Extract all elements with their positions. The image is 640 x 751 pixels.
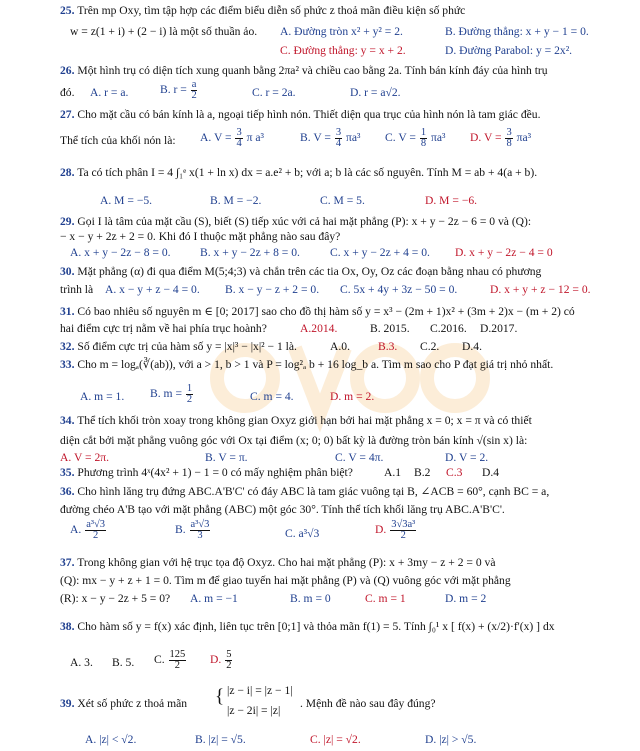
q36-b-fraction (190, 520, 211, 541)
q27-d-num: 3 (506, 127, 512, 138)
q26-option-c[interactable]: C. r = 2a. (252, 86, 296, 99)
q28-number: 28. (60, 166, 75, 179)
q38-option-d[interactable] (210, 650, 233, 671)
q27-a-label: A. V = (200, 131, 232, 145)
q38-d-fraction (225, 650, 232, 671)
q34-option-a[interactable] (60, 451, 109, 465)
q38-d-label: D. (210, 653, 222, 667)
q33-option-c[interactable]: C. m = 4. (250, 390, 294, 403)
q34-stem2: diện cắt bởi mặt phẳng vuông góc với Ox tại điểm (x; 0; 0) bất kỳ là đường tròn bán kính √(sin x) là: (60, 434, 528, 447)
q32-option-b-text: B.3. (378, 340, 398, 353)
q30-stem: Mặt phẳng (α) đi qua điểm M(5;4;3) và chắn trên các tia Ox, Oy, Oz các đoạn bằng nhau có phương (77, 265, 542, 278)
q32-option-d[interactable]: D.4. (462, 340, 482, 353)
q31-option-b[interactable]: B. 2015. (370, 322, 410, 335)
q38-d-num: 5 (226, 649, 232, 660)
q33-number: 33. (60, 358, 75, 371)
q29-number: 29. (60, 215, 75, 228)
q32-option-c[interactable]: C.2. (420, 340, 440, 353)
q26-number: 26. (60, 64, 75, 77)
q39-option-c-text: C. |z| = √2. (310, 733, 361, 746)
q28-option-d[interactable] (425, 194, 477, 208)
q35-option-a[interactable]: A.1 (384, 466, 402, 479)
q26-option-d[interactable]: D. r = a√2. (350, 86, 401, 99)
q27-c-num: 1 (420, 127, 427, 138)
q30-option-a[interactable]: A. x − y + z − 4 = 0. (105, 283, 200, 296)
q27-stem: Cho mặt cầu có bán kính là a, ngoại tiếp hình nón. Thiết diện qua trục của hình nón là tam giác đều. (77, 108, 541, 121)
q34-option-d[interactable]: D. V = 2. (445, 451, 489, 464)
q39-option-a[interactable]: A. |z| < √2. (85, 733, 137, 746)
q38-option-c[interactable] (154, 650, 187, 671)
q33-option-d-text: D. m = 2. (330, 390, 375, 403)
q36-option-d[interactable] (375, 520, 417, 541)
q36-b-num: a³√3 (190, 519, 210, 530)
q38-c-label: C. (154, 653, 165, 667)
q36-stem-line (60, 485, 632, 499)
q30-number: 30. (60, 265, 75, 278)
q39-tail: . Mệnh đề nào sau đây đúng? (300, 697, 436, 710)
q38-c-den: 2 (174, 660, 181, 671)
q29-stem2: − x − y + 2z + 2 = 0. Khi đó I thuộc mặt phẳng nào sau đây? (60, 230, 341, 243)
q36-d-num: 3√3a³ (391, 519, 416, 530)
q32-stem: Số điểm cực trị của hàm số y = |x|³ − |x|² − 1 là. (77, 340, 297, 353)
q36-a-fraction (85, 520, 106, 541)
q33-option-a[interactable]: A. m = 1. (80, 390, 125, 403)
q38-d-den: 2 (226, 660, 232, 671)
q35-option-b[interactable]: B.2 (414, 466, 431, 479)
q36-option-a[interactable] (70, 520, 107, 541)
q27-option-d[interactable] (470, 128, 531, 149)
q34-number: 34. (60, 414, 75, 427)
q33-option-d[interactable] (330, 390, 374, 404)
q27-d-post: πa³ (516, 131, 532, 145)
q27-c-fraction (420, 128, 427, 149)
q27-c-label: C. V = (385, 131, 416, 145)
q36-a-label: A. (70, 523, 82, 537)
q36-number: 36. (60, 485, 75, 498)
q33-b-num: 1 (186, 383, 193, 394)
q27-b-fraction (335, 128, 342, 149)
q30-option-d-text: D. x + y + z − 12 = 0. (490, 283, 591, 296)
q27-a-den: 4 (236, 138, 242, 149)
q25-option-c[interactable] (280, 44, 406, 58)
q25-stem-line (60, 4, 632, 18)
q26-option-b-fraction (191, 80, 198, 101)
q36-stem: Cho hình lăng trụ đứng ABC.A'B'C' có đáy ABC là tam giác vuông tại B, ∠ACB = 60°, cạnh BC = a, (77, 485, 550, 498)
q39-system-brace: { (215, 686, 225, 707)
q38-c-num: 125 (169, 649, 186, 660)
q38-option-b[interactable]: B. 5. (112, 656, 135, 669)
q38-stem: Cho hàm số y = f(x) xác định, liên tục trên [0;1] và thỏa mãn f(1) = 5. Tính ∫₀¹ x [ f(x) + (x/2)·f'(x) ] dx (77, 620, 555, 633)
q33-option-b[interactable] (150, 384, 194, 405)
q30-option-d[interactable] (490, 283, 591, 297)
q27-d-den: 8 (506, 138, 512, 149)
q38-c-fraction (169, 650, 187, 671)
q36-b-den: 3 (197, 530, 203, 541)
q38-stem-line (60, 620, 632, 634)
q33-stem: Cho m = logₐ(∛(ab)), với a > 1, b > 1 và P = log²ₐ b + 16 log_b a. Tìm m sao cho P đạt giá trị nhỏ nhất. (77, 358, 554, 371)
q39-option-b[interactable]: B. |z| = √5. (195, 733, 246, 746)
q36-stem2: đường chéo A'B tạo với mặt phẳng (ABC) một góc 30°. Tính thể tích khối lăng trụ ABC.A'B'C'. (60, 503, 505, 516)
q28-option-d-text: D. M = −6. (425, 194, 478, 207)
q37-option-c[interactable] (365, 592, 406, 606)
q28-stem-line (60, 166, 632, 180)
q29-stem-line (60, 215, 632, 229)
q36-a-den: 2 (92, 530, 99, 541)
q27-b-label: B. V = (300, 131, 331, 145)
q25-option-a[interactable]: A. Đường tròn x² + y² = 2. (280, 25, 403, 38)
q37-stem2: (Q): mx − y + z + 1 = 0. Tìm m để giao tuyến hai mặt phẳng (P) và (Q) vuông góc với mặt phẳng (60, 574, 511, 587)
q37-stem-line (60, 556, 632, 570)
q35-stem-line (60, 466, 632, 480)
q34-stem: Thể tích khối tròn xoay trong không gian Oxyz giới hạn bởi hai mặt phẳng x = 0; x = π và có thiết (77, 414, 532, 427)
q26-stem: Một hình trụ có diện tích xung quanh bằng 2πa² và chiều cao bằng 2a. Tính bán kính đáy của hình trụ (77, 64, 548, 77)
q34-option-b[interactable]: B. V = π. (205, 451, 248, 464)
q39-sys-line2: |z − 2i| = |z| (227, 704, 281, 717)
q34-option-c[interactable]: C. V = 4π. (335, 451, 384, 464)
q34-stem-line (60, 414, 632, 428)
q27-d-fraction (505, 128, 512, 149)
q36-d-label: D. (375, 523, 387, 537)
q28-stem: Ta có tích phân I = 4 ∫₁ᵉ x(1 + ln x) dx = a.e² + b; với a; b là các số nguyên. Tính M = ab + 4(a + b). (77, 166, 538, 179)
q27-option-a[interactable] (200, 128, 264, 149)
q27-number: 27. (60, 108, 75, 121)
q35-number: 35. (60, 466, 75, 479)
q30-option-b[interactable]: B. x − y − z + 2 = 0. (225, 283, 320, 296)
q27-option-b[interactable] (300, 128, 360, 149)
q27-b-post: πa³ (345, 131, 361, 145)
q31-stem2: hai điểm cực trị nằm về hai phía trục hoành? (60, 322, 267, 335)
q26-stem-line (60, 64, 632, 78)
q27-c-post: πa³ (430, 131, 446, 145)
q28-option-c[interactable]: C. M = 5. (320, 194, 365, 207)
q32-number: 32. (60, 340, 75, 353)
q29-option-a[interactable]: A. x + y − 2z − 8 = 0. (70, 246, 171, 259)
q29-option-c[interactable]: C. x + y − 2z + 4 = 0. (330, 246, 430, 259)
q39-option-d[interactable]: D. |z| > √5. (425, 733, 477, 746)
q33-b-den: 2 (186, 394, 193, 405)
q27-b-den: 4 (335, 138, 342, 149)
q31-option-a[interactable] (300, 322, 337, 336)
q25-cond: w = z(1 + i) + (2 − i) là một số thuần ảo. (70, 25, 258, 38)
q37-stem: Trong không gian với hệ trục tọa độ Oxyz. Cho hai mặt phẳng (P): x + 3my − z + 2 = 0 và (77, 556, 496, 569)
q37-stem3: (R): x − y − 2z + 5 = 0? (60, 592, 171, 605)
q29-option-d[interactable] (455, 246, 553, 260)
q36-a-num: a³√3 (86, 519, 106, 530)
q38-number: 38. (60, 620, 75, 633)
q37-option-d[interactable]: D. m = 2 (445, 592, 487, 605)
q30-stem-line (60, 265, 632, 279)
q37-option-b[interactable]: B. m = 0 (290, 592, 331, 605)
q26-option-b[interactable] (160, 80, 198, 101)
q36-option-b[interactable] (175, 520, 211, 541)
q26-b-num: a (191, 79, 197, 90)
q27-stem-line (60, 108, 632, 122)
q27-b-num: 3 (335, 127, 342, 138)
q31-option-d[interactable]: D.2017. (480, 322, 518, 335)
q32-option-b[interactable] (378, 340, 397, 354)
q25-option-c-text: C. Đường thẳng: y = x + 2. (280, 44, 406, 57)
q29-option-b[interactable]: B. x + y − 2z + 8 = 0. (200, 246, 300, 259)
q27-d-label: D. V = (470, 131, 502, 145)
q27-a-fraction (235, 128, 242, 149)
q33-stem-line (60, 358, 632, 372)
q26-option-b-label: B. r = (160, 83, 187, 97)
q32-option-a[interactable]: A.0. (330, 340, 350, 353)
q26-option-a[interactable]: A. r = a. (90, 86, 129, 99)
q39-option-c[interactable] (310, 733, 361, 747)
q25-number: 25. (60, 4, 75, 17)
q38-option-a[interactable]: A. 3. (70, 656, 93, 669)
q35-option-d[interactable]: D.4 (482, 466, 500, 479)
q25-stem: Trên mp Oxy, tìm tập hợp các điểm biểu diễn số phức z thoả mãn điều kiện số phức (77, 4, 466, 17)
q31-stem-line (60, 305, 632, 319)
q31-number: 31. (60, 305, 75, 318)
q31-option-c[interactable]: C.2016. (430, 322, 467, 335)
q31-option-a-text: A.2014. (300, 322, 338, 335)
q30-option-c[interactable]: C. 5x + 4y + 3z − 50 = 0. (340, 283, 458, 296)
q35-option-c[interactable] (446, 466, 462, 480)
q29-option-d-text: D. x + y − 2z − 4 = 0 (455, 246, 553, 259)
q39-sys-line1: |z − i| = |z − 1| (227, 684, 293, 697)
q31-stem: Có bao nhiêu số nguyên m ∈ [0; 2017] sao cho đồ thị hàm số y = x³ − (2m + 1)x² + (3m + 2)x − (m + 2) có (77, 305, 575, 318)
q30-lead: trình là (60, 283, 94, 296)
q39-number: 39. (60, 697, 75, 710)
q37-option-a[interactable]: A. m = −1 (190, 592, 238, 605)
q36-d-fraction (390, 520, 416, 541)
q26-lead: đó. (60, 86, 75, 99)
q36-option-c[interactable]: C. a³√3 (285, 527, 320, 540)
q37-number: 37. (60, 556, 75, 569)
q35-stem: Phương trình 4ˣ(4x² + 1) − 1 = 0 có mấy nghiệm phân biệt? (77, 466, 353, 479)
q37-option-c-text: C. m = 1 (365, 592, 406, 605)
q26-b-den: 2 (191, 90, 197, 101)
q25-option-d[interactable]: D. Đường Parabol: y = 2x². (445, 44, 573, 57)
q36-d-den: 2 (400, 530, 406, 541)
q27-a-num: 3 (236, 127, 242, 138)
q39-stem: Xét số phức z thoả mãn (77, 697, 188, 710)
q33-b-label: B. m = (150, 387, 182, 401)
q25-option-b[interactable]: B. Đường thẳng: x + y − 1 = 0. (445, 25, 589, 38)
q27-lead: Thể tích của khối nón là: (60, 134, 176, 147)
q27-c-den: 8 (420, 138, 427, 149)
q35-option-c-text: C.3 (446, 466, 463, 479)
q34-option-a-text: A. V = 2π. (60, 451, 110, 464)
q27-option-c[interactable] (385, 128, 445, 149)
q28-option-a[interactable]: A. M = −5. (100, 194, 153, 207)
q27-a-post: π a³ (246, 131, 264, 145)
q36-b-label: B. (175, 523, 186, 537)
q29-stem: Gọi I là tâm của mặt cầu (S), biết (S) tiếp xúc với cả hai mặt phẳng (P): x + y − 2z − 6 = 0 và (Q): (77, 215, 532, 228)
q33-b-fraction (186, 384, 193, 405)
q28-option-b[interactable]: B. M = −2. (210, 194, 262, 207)
